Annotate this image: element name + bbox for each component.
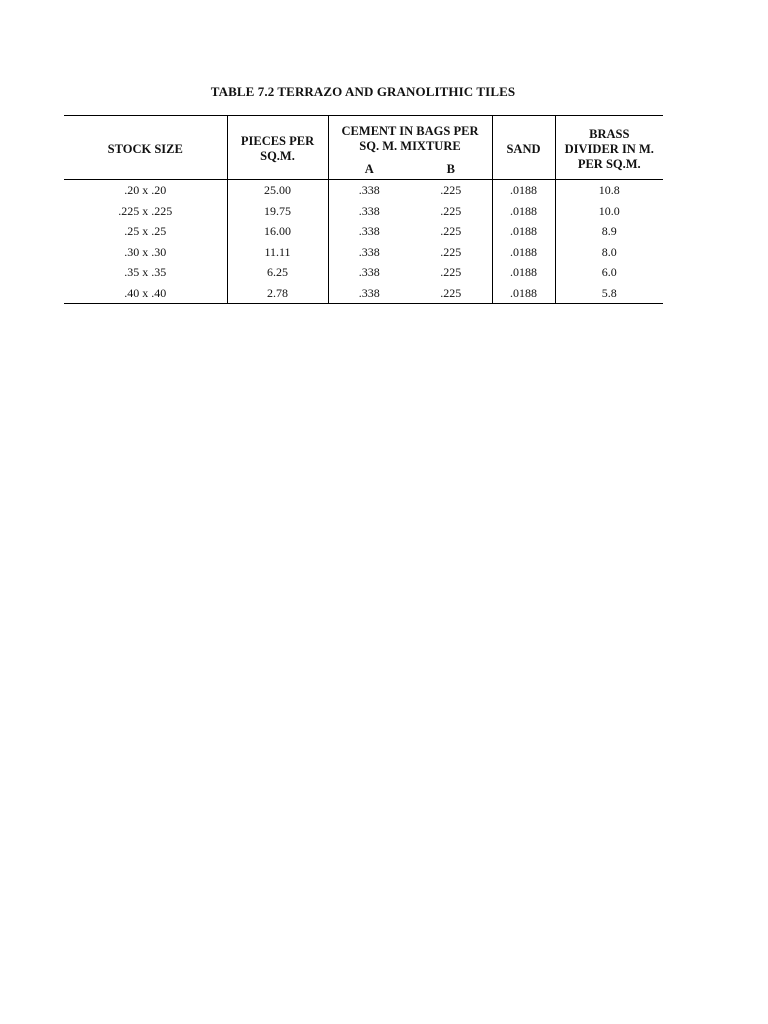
- cell-mixture-a: .338: [328, 283, 410, 304]
- cell-pieces: 2.78: [227, 283, 328, 304]
- header-brass-divider: BRASS DIVIDER IN M. PER SQ.M.: [555, 116, 663, 180]
- header-mixture-b: B: [410, 159, 492, 180]
- cell-mixture-b: .225: [410, 242, 492, 263]
- cell-sand: .0188: [492, 262, 555, 283]
- table-row: [64, 262, 663, 283]
- table-row: [64, 180, 663, 201]
- cell-stock-size: .40 x .40: [64, 283, 227, 304]
- cell-pieces: 19.75: [227, 201, 328, 222]
- table-row: [64, 283, 663, 304]
- cell-mixture-b: .225: [410, 180, 492, 201]
- cell-brass: 10.8: [598, 183, 620, 197]
- table-title: TABLE 7.2 TERRAZO AND GRANOLITHIC TILES: [210, 84, 516, 99]
- cell-stock-size: .25 x .25: [64, 221, 227, 242]
- terrazo-tiles-table: [64, 115, 663, 304]
- cell-mixture-a: .338: [358, 244, 380, 259]
- cell-mixture-a: .338: [358, 203, 380, 218]
- cell-sand: .0188: [492, 242, 555, 263]
- cell-mixture-b: .225: [410, 221, 492, 242]
- cell-sand: .0188: [492, 201, 555, 222]
- cell-brass: 8.0: [601, 244, 617, 259]
- cell-pieces: 25.00: [227, 180, 328, 201]
- header-pieces-per-sqm: PIECES PER SQ.M.: [227, 116, 328, 180]
- cell-stock-size: .35 x .35: [64, 262, 227, 283]
- header-sand: SAND: [492, 116, 555, 180]
- header-mixture-a: A: [328, 159, 410, 180]
- cell-sand: .0188: [492, 283, 555, 304]
- cell-mixture-a: .338: [358, 224, 380, 238]
- header-cement: CEMENT IN BAGS PER SQ. M. MIXTURE: [328, 116, 492, 160]
- cell-sand: .0188: [492, 180, 555, 201]
- cell-mixture-b: .225: [410, 283, 492, 304]
- cell-mixture-a: .338: [358, 265, 380, 279]
- cell-pieces: 6.25: [227, 262, 328, 283]
- cell-brass: 6.0: [601, 265, 617, 279]
- cell-mixture-b: .225: [410, 262, 492, 283]
- cell-brass: 8.9: [601, 224, 617, 238]
- cell-mixture-a: .338: [358, 183, 380, 197]
- cell-sand: .0188: [492, 221, 555, 242]
- cell-stock-size: .225 x .225: [64, 201, 227, 222]
- table-row: [64, 242, 663, 263]
- header-stock-size: STOCK SIZE: [64, 116, 227, 180]
- cell-pieces: 11.11: [227, 242, 328, 263]
- cell-stock-size: .30 x .30: [64, 242, 227, 263]
- cell-mixture-b: .225: [410, 201, 492, 222]
- table-row: [64, 221, 663, 242]
- cell-brass: 10.0: [598, 203, 620, 218]
- cell-pieces: 16.00: [227, 221, 328, 242]
- table-row: [64, 201, 663, 222]
- cell-brass: 5.8: [555, 283, 663, 304]
- cell-stock-size: .20 x .20: [64, 180, 227, 201]
